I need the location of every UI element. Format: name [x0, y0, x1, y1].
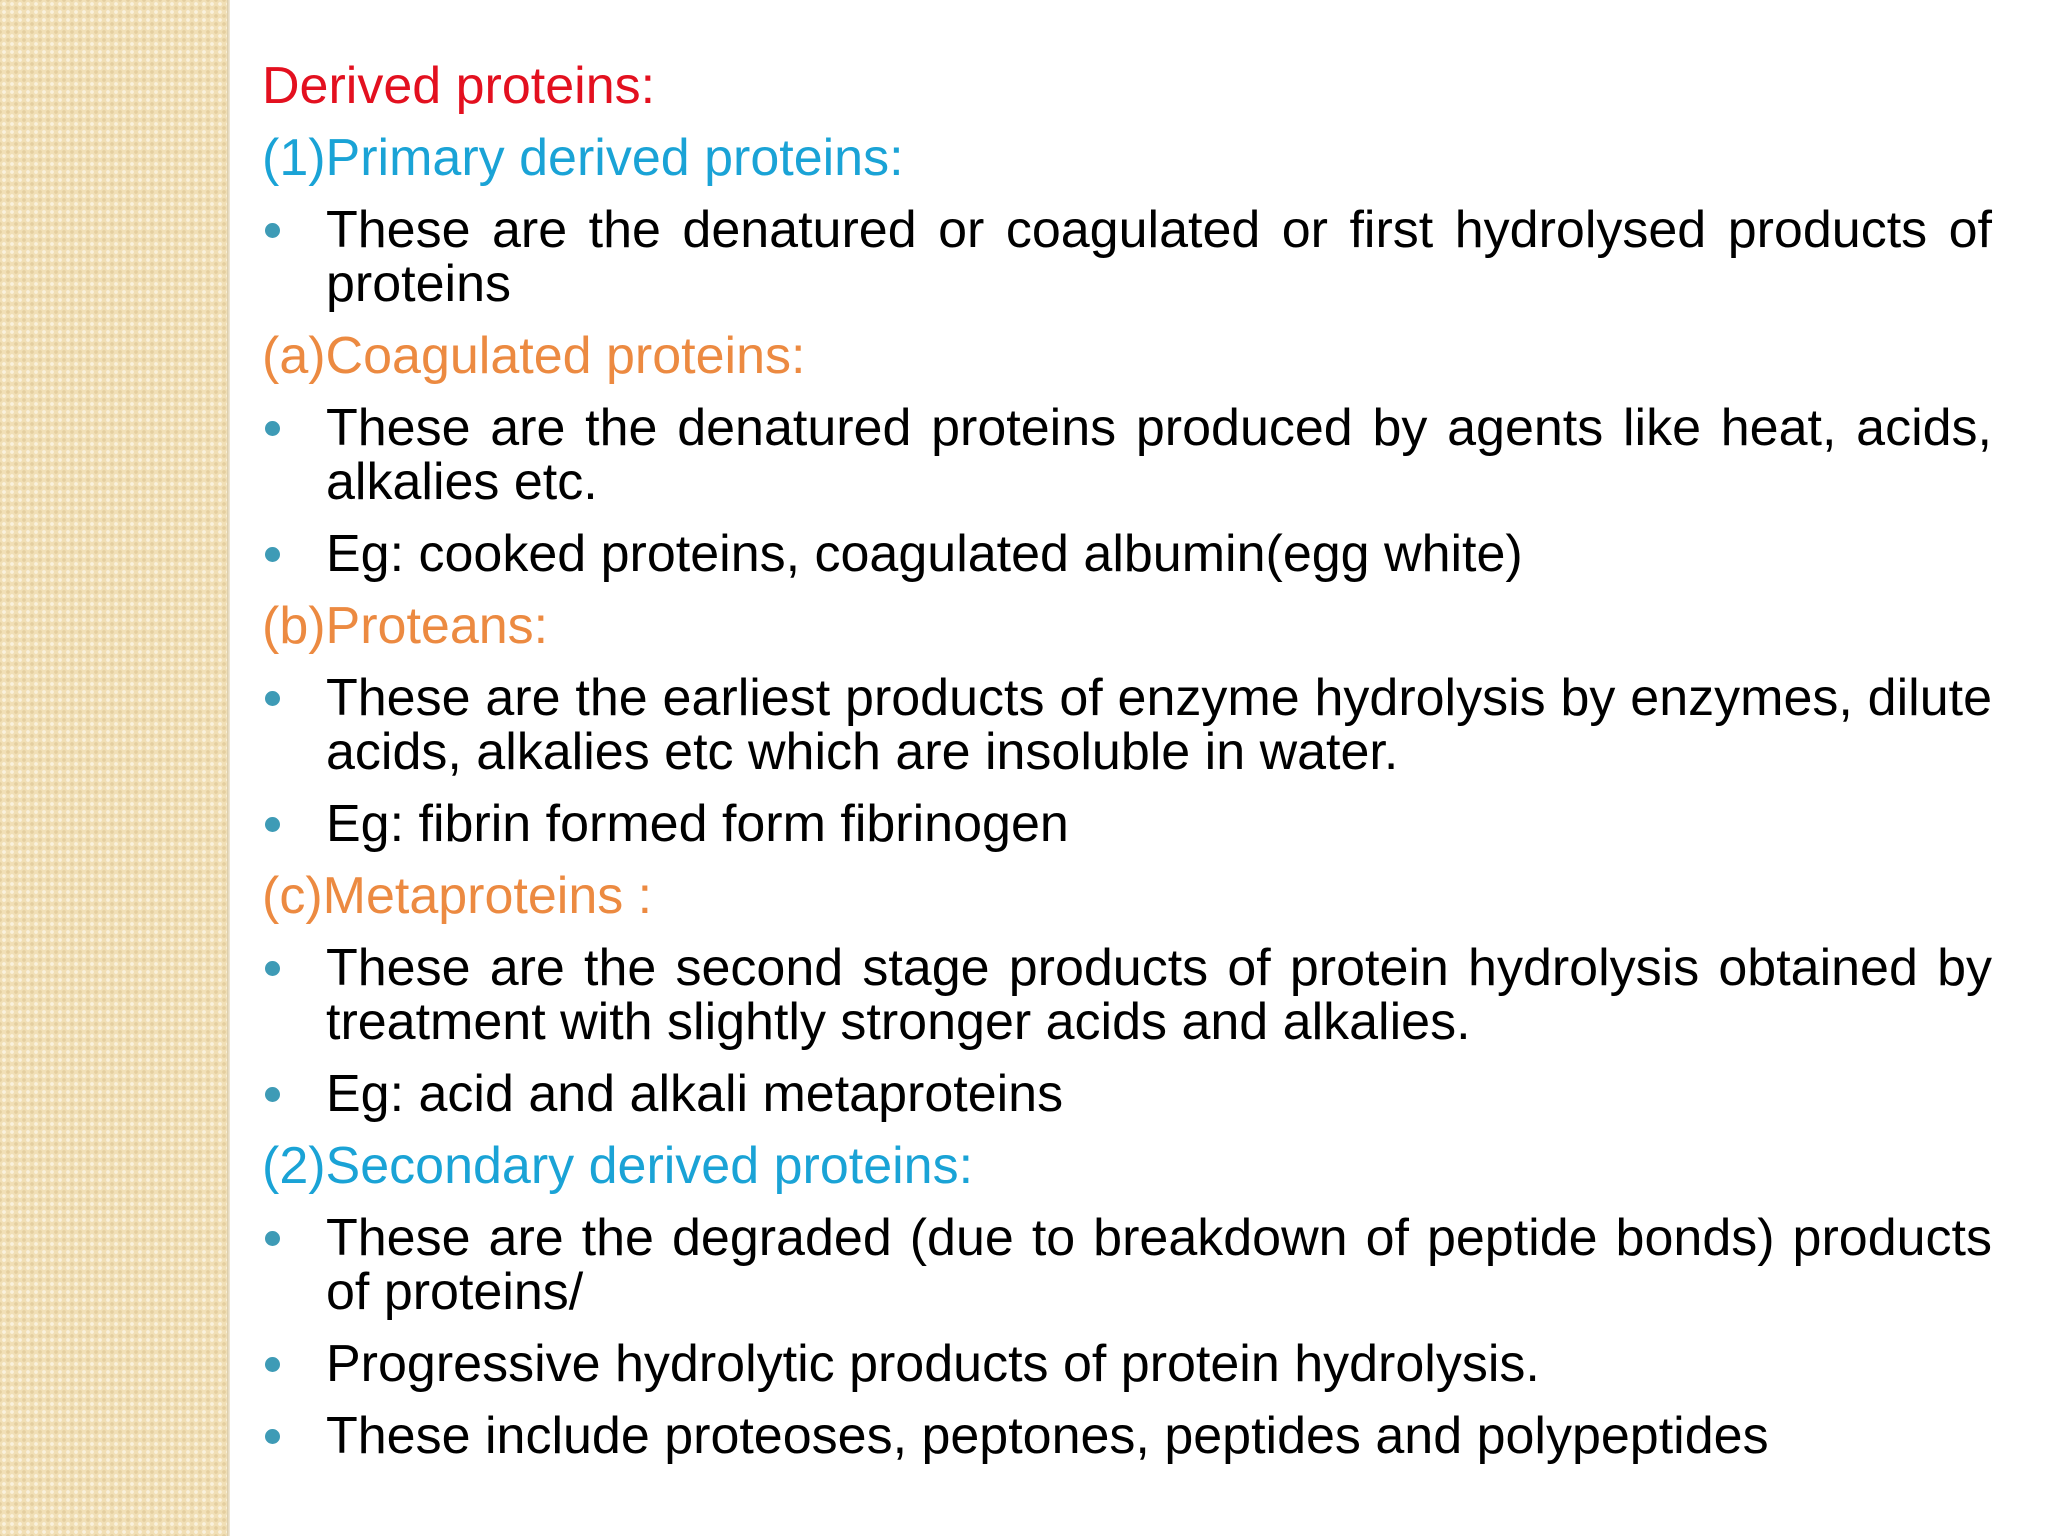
bullet-item — [262, 1058, 1992, 1130]
bullet-text: These are the degraded (due to breakdown of peptide bonds) products of proteins/ — [326, 1209, 1992, 1321]
bullet-dot-icon — [265, 421, 280, 436]
bullet-text: These include proteoses, peptones, peptides and polypeptides — [326, 1407, 1769, 1465]
slide-content — [262, 50, 1992, 1472]
section-heading-primary-derived: (1)Primary derived proteins: — [262, 129, 904, 187]
bullet-item — [262, 662, 1992, 788]
bullet-dot-icon — [265, 1357, 280, 1372]
bullet-dot-icon — [265, 547, 280, 562]
bullet-text: Progressive hydrolytic products of protein hydrolysis. — [326, 1335, 1540, 1393]
sidebar-divider — [227, 0, 230, 1536]
bullet-item — [262, 392, 1992, 518]
section-heading-metaproteins: (c)Metaproteins : — [262, 867, 653, 925]
bullet-text: These are the earliest products of enzyme hydrolysis by enzymes, dilute acids, alkalies etc which are insoluble in water. — [326, 669, 1992, 781]
bullet-dot-icon — [265, 1087, 280, 1102]
bullet-dot-icon — [265, 817, 280, 832]
bullet-text: Eg: acid and alkali metaproteins — [326, 1065, 1064, 1123]
bullet-text: These are the second stage products of protein hydrolysis obtained by treatment with slightly stronger acids and alkalies. — [326, 939, 1992, 1051]
section-heading-coagulated: (a)Coagulated proteins: — [262, 327, 806, 385]
bullet-item — [262, 518, 1992, 590]
bullet-text: Eg: cooked proteins, coagulated albumin(egg white) — [326, 525, 1523, 583]
bullet-dot-icon — [265, 961, 280, 976]
bullet-text: These are the denatured or coagulated or first hydrolysed products of proteins — [326, 201, 1992, 313]
slide-title: Derived proteins: — [262, 57, 656, 115]
bullet-item — [262, 1328, 1992, 1400]
bullet-dot-icon — [265, 691, 280, 706]
decorative-sidebar — [0, 0, 227, 1536]
bullet-dot-icon — [265, 1429, 280, 1444]
bullet-item — [262, 1202, 1992, 1328]
bullet-item — [262, 1400, 1992, 1472]
bullet-text: These are the denatured proteins produced by agents like heat, acids, alkalies etc. — [326, 399, 1992, 511]
bullet-dot-icon — [265, 1231, 280, 1246]
bullet-text: Eg: fibrin formed form fibrinogen — [326, 795, 1069, 853]
bullet-dot-icon — [265, 223, 280, 238]
bullet-item — [262, 788, 1992, 860]
bullet-item — [262, 194, 1992, 320]
section-heading-proteans: (b)Proteans: — [262, 597, 549, 655]
bullet-item — [262, 932, 1992, 1058]
section-heading-secondary-derived: (2)Secondary derived proteins: — [262, 1137, 974, 1195]
